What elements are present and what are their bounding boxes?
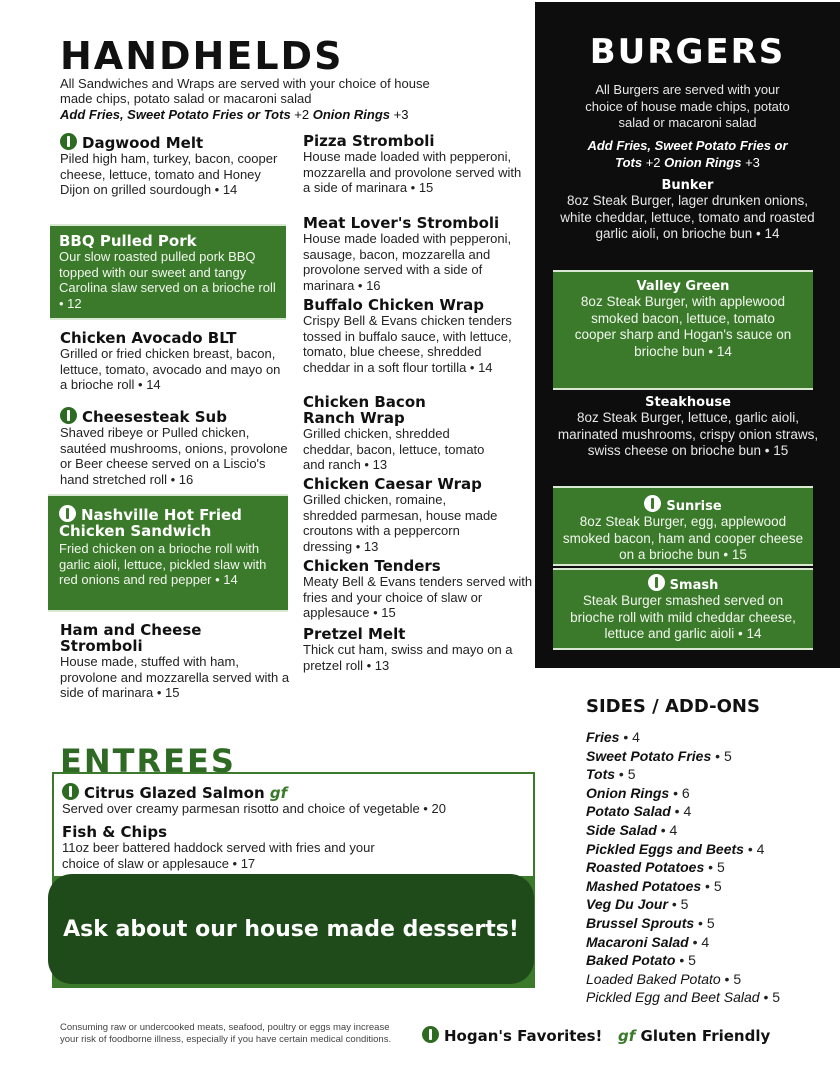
list-item: Pickled Egg and Beet Salad • 5 [586, 989, 781, 1006]
entree-item-fish-chips: Fish & Chips 11oz beer battered haddock served with fries and your choice of slaw or applesauce • 17 [62, 823, 375, 871]
menu-item-dagwood-melt: Dagwood Melt Piled high ham, turkey, bacon, cooper cheese, lettuce, tomato and Honey Dijon on grilled sourdough • 14 [60, 134, 278, 197]
burgers-panel [535, 2, 840, 668]
sides-title: SIDES / ADD-ONS [586, 696, 760, 717]
legend: Hogan's Favorites! gf Gluten Friendly [422, 1026, 770, 1045]
list-item: Roasted Potatoes • 5 [586, 859, 725, 876]
list-item: Pickled Eggs and Beets • 4 [586, 840, 765, 857]
menu-item-chicken-avocado-blt: Chicken Avocado BLT Grilled or fried chicken breast, bacon, lettuce, tomato, avocado and mayo on a brioche roll • 14 [60, 329, 281, 392]
favorite-icon [422, 1026, 439, 1043]
burger-item-bunker: Bunker 8oz Steak Burger, lager drunken onions, white cheddar, lettuce, tomato and roasted garlic aioli, on brioche bun • 14 [560, 178, 815, 241]
gluten-friendly-tag: gf [618, 1027, 636, 1045]
entrees-title: ENTREES [60, 742, 236, 780]
menu-item-buffalo-chicken-wrap: Buffalo Chicken Wrap Crispy Bell & Evans chicken tenders tossed in buffalo sauce, with lettuce, tomato, blue cheese, shredded cheddar in a soft flour tortilla • 14 [303, 296, 512, 375]
menu-item-chicken-bacon-ranch-wrap: Chicken Bacon Ranch Wrap Grilled chicken, shredded cheddar, bacon, lettuce, tomato and ranch • 13 [303, 393, 485, 472]
list-item: Baked Potato • 5 [586, 952, 696, 969]
burger-item-valley-green: Valley Green 8oz Steak Burger, with applewood smoked bacon, lettuce, tomato cooper sharp and Hogan's sauce on brioche bun • 14 [553, 270, 813, 390]
menu-item-pretzel-melt: Pretzel Melt Thick cut ham, swiss and mayo on a pretzel roll • 13 [303, 625, 513, 673]
menu-item-nashville-hot-fried-chicken: Nashville Hot Fried Chicken Sandwich Fried chicken on a brioche roll with garlic aioli, lettuce, pickled slaw with red onions and red pepper • 14 [48, 494, 288, 612]
sides-list [586, 728, 826, 1007]
list-item: Tots • 5 [586, 766, 636, 783]
menu-item-pizza-stromboli: Pizza Stromboli House made loaded with pepperoni, mozzarella and provolone served with a side of marinara • 15 [303, 132, 522, 195]
menu-item-meat-lovers-stromboli: Meat Lover's Stromboli House made loaded with pepperoni, sausage, bacon, mozzarella and provolone served with a side of marinara • 16 [303, 214, 512, 293]
list-item: Fries • 4 [586, 729, 640, 745]
entree-item-citrus-glazed-salmon: Citrus Glazed Salmon gf Served over creamy parmesan risotto and choice of vegetable • 20 [62, 784, 446, 816]
burgers-intro: All Burgers are served with your choice of house made chips, potato salad or macaroni salad [585, 82, 790, 130]
favorite-icon [60, 133, 77, 150]
dessert-banner: Ask about our house made desserts! [48, 874, 534, 984]
list-item: Loaded Baked Potato • 5 [586, 970, 742, 987]
list-item: Potato Salad • 4 [586, 803, 692, 820]
burger-item-steakhouse: Steakhouse 8oz Steak Burger, lettuce, garlic aioli, marinated mushrooms, crispy onion straws, swiss cheese on brioche bun • 15 [557, 395, 819, 458]
list-item: Sweet Potato Fries • 5 [586, 747, 732, 764]
handhelds-title: HANDHELDS [60, 34, 344, 78]
burgers-addons: Add Fries, Sweet Potato Fries or Tots +2 Onion Rings +3 [587, 138, 788, 170]
burgers-title: BURGERS [589, 32, 786, 72]
list-item: Mashed Potatoes • 5 [586, 877, 722, 894]
menu-item-chicken-tenders: Chicken Tenders Meaty Bell & Evans tenders served with fries and your choice of slaw or applesauce • 15 [303, 557, 533, 620]
menu-item-ham-cheese-stromboli: Ham and Cheese Stromboli House made, stuffed with ham, provolone and mozzarella served with a side of marinara • 15 [60, 621, 290, 700]
disclaimer: Consuming raw or undercooked meats, seafood, poultry or eggs may increase your risk of foodborne illness, especially if you have certain medical conditions. [60, 1022, 392, 1045]
list-item: Veg Du Jour • 5 [586, 896, 689, 913]
menu-item-chicken-caesar-wrap: Chicken Caesar Wrap Grilled chicken, romaine, shredded parmesan, house made croutons with a peppercorn dressing • 13 [303, 475, 498, 554]
favorite-icon [62, 783, 79, 800]
list-item: Side Salad • 4 [586, 821, 678, 838]
list-item: Brussel Sprouts • 5 [586, 914, 715, 931]
burger-item-sunrise: Sunrise 8oz Steak Burger, egg, applewood smoked bacon, ham and cooper cheese on a brioche bun • 15 [553, 486, 813, 566]
handhelds-intro: All Sandwiches and Wraps are served with your choice of house made chips, potato salad or macaroni salad [60, 76, 430, 106]
handhelds-addons: Add Fries, Sweet Potato Fries or Tots +2 Onion Rings +3 [60, 107, 409, 122]
burger-item-smash: Smash Steak Burger smashed served on brioche roll with mild cheddar cheese, lettuce and garlic aioli • 14 [553, 568, 813, 650]
favorite-icon [59, 505, 76, 522]
favorite-icon [648, 574, 665, 591]
menu-item-bbq-pulled-pork: BBQ Pulled Pork Our slow roasted pulled pork BBQ topped with our sweet and tangy Carolina slaw served on a brioche roll • 12 [50, 224, 286, 320]
list-item: Onion Rings • 6 [586, 784, 690, 801]
favorite-icon [644, 495, 661, 512]
menu-item-cheesesteak-sub: Cheesesteak Sub Shaved ribeye or Pulled chicken, sautéed mushrooms, onions, provolone or Beer cheese served on a Liscio's hand stretched roll • 16 [60, 408, 288, 487]
list-item: Macaroni Salad • 4 [586, 933, 710, 950]
favorite-icon [60, 407, 77, 424]
